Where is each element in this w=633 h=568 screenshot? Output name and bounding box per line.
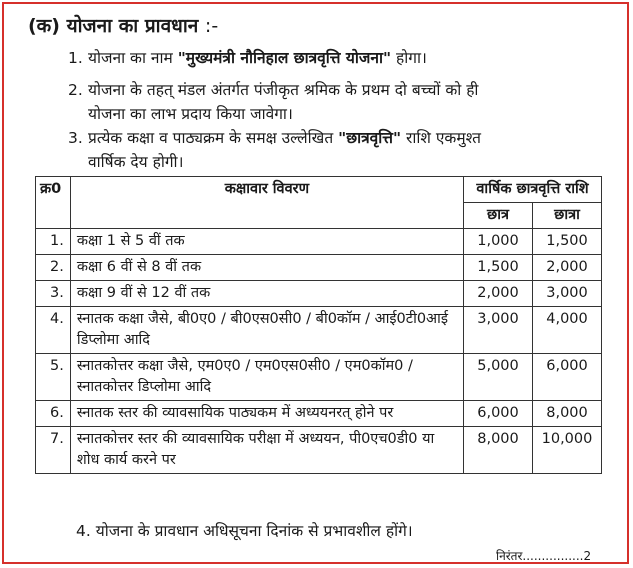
row-sno: 4.: [36, 307, 71, 354]
section-heading: [28, 12, 218, 38]
row-male-amount: 5,000: [464, 354, 533, 401]
row-female-amount: 2,000: [533, 255, 602, 281]
row-sno: 7.: [36, 427, 71, 474]
table-header-row: [36, 177, 602, 203]
row-female-amount: 4,000: [533, 307, 602, 354]
continued-note: निरंतर................2: [496, 549, 592, 563]
row-desc: कक्षा 6 वीं से 8 वीं तक: [70, 255, 463, 281]
row-desc: स्नातक कक्षा जैसे, बी0ए0 / बी0एस0सी0 / बी0कॉम / आई0टी0आई डिप्लोमा आदि: [70, 307, 463, 354]
table-row: [36, 401, 602, 427]
point-2: [68, 78, 603, 126]
point-text: राशि एकमुश्त: [401, 129, 482, 147]
col-annual-header: वार्षिक छात्रवृत्ति राशि: [464, 177, 602, 203]
point-text: वार्षिक देय होगी।: [88, 153, 184, 171]
row-desc: स्नातकोत्तर कक्षा जैसे, एम0ए0 / एम0एस0सी0 / एम0कॉम0 / स्नातकोत्तर डिप्लोमा आदि: [70, 354, 463, 401]
heading-prefix: (क): [28, 15, 60, 37]
row-sno: 3.: [36, 281, 71, 307]
heading-text: योजना का प्रावधान: [66, 15, 199, 37]
point-text: योजना का लाभ प्रदाय किया जावेगा।: [88, 105, 293, 123]
point-number: 2.: [68, 81, 83, 99]
table-row: [36, 307, 602, 354]
heading-suffix: :-: [204, 15, 219, 37]
point-number: 4.: [76, 522, 91, 540]
table-row: [36, 255, 602, 281]
row-female-amount: 10,000: [533, 427, 602, 474]
row-desc: स्नातकोत्तर स्तर की व्यावसायिक परीक्षा में अध्ययन, पी0एच0डी0 या शोध कार्य करने पर: [70, 427, 463, 474]
row-female-amount: 3,000: [533, 281, 602, 307]
table-row: [36, 229, 602, 255]
scholarship-term: "छात्रवृत्ति": [338, 129, 402, 147]
col-class-header: कक्षावार विवरण: [70, 177, 463, 229]
point-1: [68, 46, 427, 70]
row-desc: कक्षा 9 वीं से 12 वीं तक: [70, 281, 463, 307]
row-desc: कक्षा 1 से 5 वीं तक: [70, 229, 463, 255]
point-text: योजना के प्रावधान अधिसूचना दिनांक से प्रभावशील होंगे।: [95, 522, 413, 540]
table-row: [36, 354, 602, 401]
row-male-amount: 1,500: [464, 255, 533, 281]
row-male-amount: 2,000: [464, 281, 533, 307]
table-row: [36, 427, 602, 474]
scholarship-table: [35, 176, 602, 474]
point-text: योजना के तहत् मंडल अंतर्गत पंजीकृत श्रमिक के प्रथम दो बच्चों को ही: [88, 81, 479, 99]
col-male-header: छात्र: [464, 203, 533, 229]
point-text: योजना का नाम: [88, 49, 178, 67]
row-female-amount: 1,500: [533, 229, 602, 255]
row-male-amount: 6,000: [464, 401, 533, 427]
col-sno-header: क्र0: [36, 177, 71, 229]
point-number: 1.: [68, 49, 83, 67]
scheme-name: "मुख्यमंत्री नौनिहाल छात्रवृत्ति योजना": [177, 49, 392, 67]
point-3: [68, 126, 603, 174]
row-sno: 5.: [36, 354, 71, 401]
row-sno: 2.: [36, 255, 71, 281]
row-male-amount: 3,000: [464, 307, 533, 354]
row-sno: 1.: [36, 229, 71, 255]
col-female-header: छात्रा: [533, 203, 602, 229]
point-4: [76, 519, 413, 541]
row-female-amount: 8,000: [533, 401, 602, 427]
row-female-amount: 6,000: [533, 354, 602, 401]
row-male-amount: 1,000: [464, 229, 533, 255]
point-text: होगा।: [391, 49, 427, 67]
point-text: प्रत्येक कक्षा व पाठ्यक्रम के समक्ष उल्लेखित: [88, 129, 339, 147]
row-desc: स्नातक स्तर की व्यावसायिक पाठ्यकम में अध्ययनरत् होने पर: [70, 401, 463, 427]
point-number: 3.: [68, 129, 83, 147]
row-male-amount: 8,000: [464, 427, 533, 474]
row-sno: 6.: [36, 401, 71, 427]
table-row: [36, 281, 602, 307]
